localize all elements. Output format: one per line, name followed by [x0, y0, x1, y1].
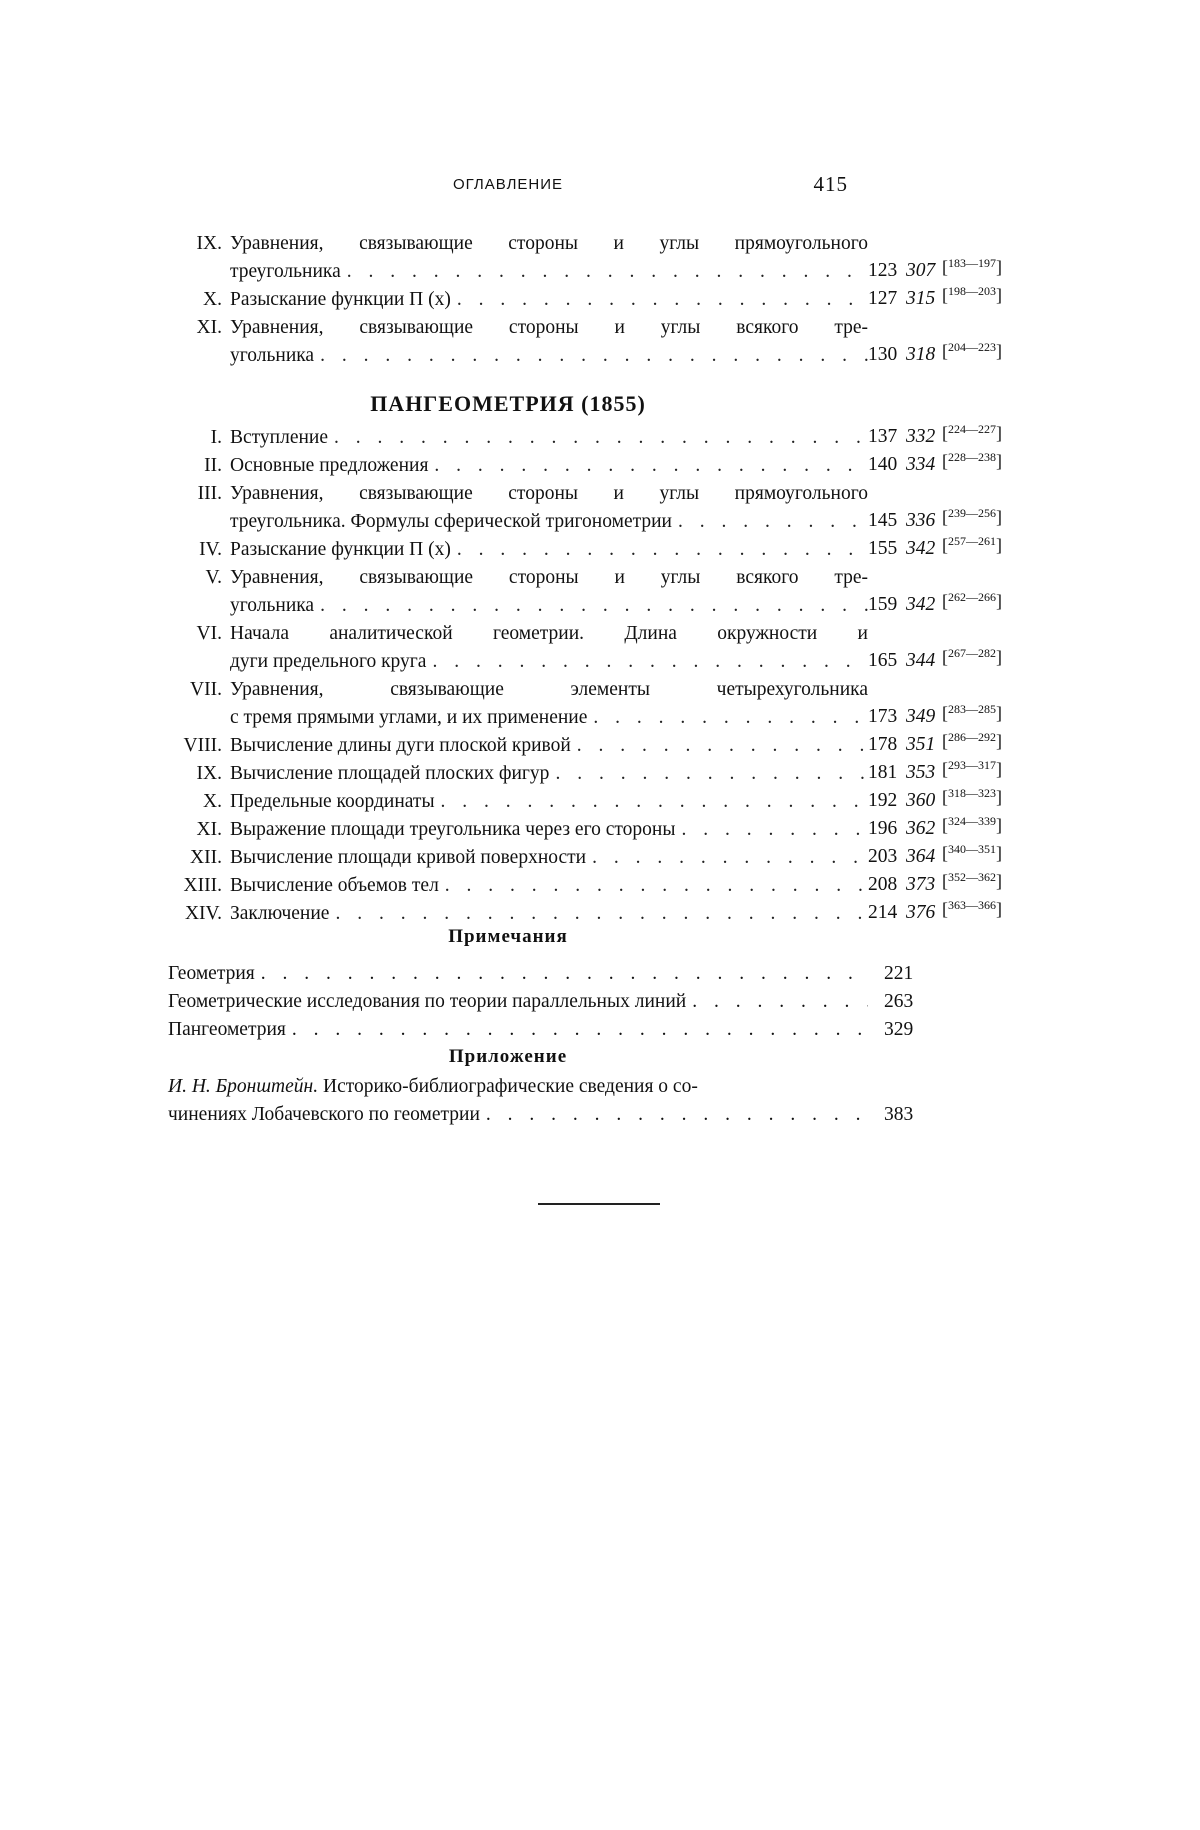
entry-number: IV. — [168, 536, 222, 564]
entry-number: V. — [168, 564, 222, 592]
page-number-main: 192 — [868, 787, 906, 815]
toc-entry — [168, 286, 1048, 314]
page-number-original: 360 — [906, 787, 942, 815]
toc-entry — [168, 480, 1048, 536]
note-title: Геометрия — [168, 960, 255, 988]
page-number-main: 178 — [868, 731, 906, 759]
toc-list-pangeometry — [168, 424, 1048, 928]
leader-dots — [439, 872, 868, 900]
section-title: ПАНГЕОМЕТРИЯ (1855) — [168, 391, 848, 417]
toc-entry — [168, 816, 1048, 844]
page-number-main: 159 — [868, 591, 906, 619]
entry-pages — [868, 422, 1048, 452]
page-number-main: 165 — [868, 647, 906, 675]
entry-number: VIII. — [168, 732, 222, 760]
note-entry — [168, 1016, 1048, 1044]
page-number-original: 364 — [906, 843, 942, 871]
page-number-original: 353 — [906, 759, 942, 787]
toc-page — [0, 0, 1200, 1830]
paragraph-range: [ 228—238 ] — [942, 450, 1002, 464]
page-number-main: 140 — [868, 451, 906, 479]
entry-title-line: Начала аналитической геометрии. Длина окружности и — [230, 623, 868, 644]
toc-entry — [168, 676, 1048, 732]
toc-entry — [168, 620, 1048, 676]
leader-dots — [480, 1101, 868, 1129]
page-number-original: 336 — [906, 507, 942, 535]
toc-entry — [168, 452, 1048, 480]
entry-title-line: Разыскание функции Π (x) — [230, 536, 451, 564]
leader-dots — [328, 424, 868, 452]
toc-entry — [168, 424, 1048, 452]
paragraph-range: [ 224—227 ] — [942, 422, 1002, 436]
appendix-page: 383 — [884, 1101, 913, 1129]
toc-entry — [168, 760, 1048, 788]
page-number-main: 203 — [868, 843, 906, 871]
page-number-main: 137 — [868, 423, 906, 451]
notes-title: Примечания — [168, 926, 848, 948]
entry-title-line: Предельные координаты — [230, 788, 435, 816]
entry-title-line: Вступление — [230, 424, 328, 452]
page-number-original: 373 — [906, 871, 942, 899]
entry-pages — [868, 284, 1048, 314]
leader-dots — [314, 342, 868, 370]
toc-entry — [168, 732, 1048, 760]
paragraph-range: [ 239—256 ] — [942, 506, 1002, 520]
paragraph-range: [ 198—203 ] — [942, 284, 1002, 298]
page-number-original: 315 — [906, 285, 942, 313]
leader-dots — [675, 816, 868, 844]
leader-dots — [587, 704, 868, 732]
page-number-original: 332 — [906, 423, 942, 451]
leader-dots — [329, 900, 868, 928]
entry-title-line: Вычисление длины дуги плоской кривой — [230, 732, 571, 760]
entry-title-line: Выражение площади треугольника через его стороны — [230, 816, 675, 844]
entry-number: VII. — [168, 676, 222, 704]
entry-title-line: Вычисление объемов тел — [230, 872, 439, 900]
entry-title-line: Разыскание функции Π (x) — [230, 286, 451, 314]
entry-pages — [868, 702, 1048, 732]
page-number-original: 376 — [906, 899, 942, 927]
entry-number: IX. — [168, 230, 222, 258]
paragraph-range: [ 183—197 ] — [942, 256, 1002, 270]
page-number: 415 — [814, 172, 849, 197]
entry-number: XII. — [168, 844, 222, 872]
page-number-original: 342 — [906, 535, 942, 563]
note-page: 329 — [884, 1016, 913, 1044]
entry-pages — [868, 870, 1048, 900]
page-title: ОГЛАВЛЕНИЕ — [168, 176, 848, 193]
appendix-author: И. Н. Бронштейн. — [168, 1076, 318, 1097]
entry-pages — [868, 758, 1048, 788]
note-entry — [168, 960, 1048, 988]
leader-dots — [435, 788, 868, 816]
leader-dots — [549, 760, 868, 788]
paragraph-range: [ 324—339 ] — [942, 814, 1002, 828]
leader-dots — [314, 592, 868, 620]
paragraph-range: [ 204—223 ] — [942, 340, 1002, 354]
note-title: Геометрические исследования по теории параллельных линий — [168, 988, 686, 1016]
page-number-original: 307 — [906, 257, 942, 285]
end-rule — [538, 1203, 660, 1205]
entry-title-line: Вычисление площадей плоских фигур — [230, 760, 549, 788]
leader-dots — [255, 960, 868, 988]
entry-number: X. — [168, 286, 222, 314]
toc-entry — [168, 872, 1048, 900]
paragraph-range: [ 318—323 ] — [942, 786, 1002, 800]
page-number-main: 123 — [868, 257, 906, 285]
page-number-main: 196 — [868, 815, 906, 843]
toc-entry — [168, 900, 1048, 928]
page-number-main: 208 — [868, 871, 906, 899]
entry-title-line: с тремя прямыми углами, и их применение — [230, 704, 587, 732]
toc-entry — [168, 314, 1048, 370]
entry-title-line: Заключение — [230, 900, 329, 928]
paragraph-range: [ 286—292 ] — [942, 730, 1002, 744]
paragraph-range: [ 340—351 ] — [942, 842, 1002, 856]
entry-pages — [868, 534, 1048, 564]
page-number-original: 362 — [906, 815, 942, 843]
page-number-original: 349 — [906, 703, 942, 731]
entry-title-line: Уравнения, связывающие стороны и углы всякого тре- — [230, 567, 868, 588]
paragraph-range: [ 283—285 ] — [942, 702, 1002, 716]
entry-title-line: дуги предельного круга — [230, 648, 426, 676]
entry-title-line: Уравнения, связывающие элементы четырехугольника — [230, 679, 868, 700]
entry-title-line: угольника — [230, 342, 314, 370]
entry-pages — [868, 646, 1048, 676]
page-number-main: 181 — [868, 759, 906, 787]
entry-number: IX. — [168, 760, 222, 788]
entry-number: VI. — [168, 620, 222, 648]
paragraph-range: [ 293—317 ] — [942, 758, 1002, 772]
entry-number: XI. — [168, 816, 222, 844]
entry-number: I. — [168, 424, 222, 452]
page-number-main: 173 — [868, 703, 906, 731]
page-number-main: 145 — [868, 507, 906, 535]
page-number-main: 127 — [868, 285, 906, 313]
leader-dots — [286, 1016, 868, 1044]
page-number-main: 130 — [868, 341, 906, 369]
entry-title-line: треугольника. Формулы сферической тригонометрии — [230, 508, 672, 536]
toc-entry — [168, 230, 1048, 286]
entry-pages — [868, 506, 1048, 536]
toc-list-previous — [168, 230, 1048, 370]
entry-title-line: треугольника — [230, 258, 341, 286]
entry-title-line: Уравнения, связывающие стороны и углы прямоугольного — [230, 483, 868, 504]
appendix-line2: чинениях Лобачевского по геометрии — [168, 1101, 480, 1129]
page-number-main: 155 — [868, 535, 906, 563]
entry-number: X. — [168, 788, 222, 816]
leader-dots — [428, 452, 868, 480]
toc-entry — [168, 788, 1048, 816]
appendix-line1: Историко-библиографические сведения о со- — [323, 1076, 698, 1097]
entry-pages — [868, 590, 1048, 620]
note-entry — [168, 988, 1048, 1016]
page-number-original: 344 — [906, 647, 942, 675]
leader-dots — [451, 286, 868, 314]
entry-title-line: Уравнения, связывающие стороны и углы прямоугольного — [230, 233, 868, 254]
note-page: 263 — [884, 988, 913, 1016]
page-number-original: 318 — [906, 341, 942, 369]
entry-title-line: угольника — [230, 592, 314, 620]
page-number-original: 342 — [906, 591, 942, 619]
leader-dots — [451, 536, 868, 564]
leader-dots — [586, 844, 868, 872]
page-number-main: 214 — [868, 899, 906, 927]
entry-number: XIII. — [168, 872, 222, 900]
leader-dots — [341, 258, 868, 286]
toc-entry — [168, 564, 1048, 620]
entry-number: II. — [168, 452, 222, 480]
entry-pages — [868, 814, 1048, 844]
note-title: Пангеометрия — [168, 1016, 286, 1044]
toc-entry — [168, 844, 1048, 872]
entry-pages — [868, 898, 1048, 928]
notes-list — [168, 960, 1048, 1044]
entry-pages — [868, 340, 1048, 370]
paragraph-range: [ 262—266 ] — [942, 590, 1002, 604]
entry-title-line: Вычисление площади кривой поверхности — [230, 844, 586, 872]
page-number-original: 351 — [906, 731, 942, 759]
appendix-entry — [168, 1073, 1048, 1129]
entry-pages — [868, 786, 1048, 816]
appendix-title: Приложение — [168, 1046, 848, 1068]
paragraph-range: [ 257—261 ] — [942, 534, 1002, 548]
entry-pages — [868, 730, 1048, 760]
entry-title-line: Основные предложения — [230, 452, 428, 480]
paragraph-range: [ 363—366 ] — [942, 898, 1002, 912]
toc-entry — [168, 536, 1048, 564]
leader-dots — [571, 732, 868, 760]
entry-number: III. — [168, 480, 222, 508]
leader-dots — [672, 508, 868, 536]
entry-number: XI. — [168, 314, 222, 342]
page-number-original: 334 — [906, 451, 942, 479]
entry-pages — [868, 842, 1048, 872]
paragraph-range: [ 267—282 ] — [942, 646, 1002, 660]
leader-dots — [686, 988, 868, 1016]
entry-pages — [868, 256, 1048, 286]
entry-title-line: Уравнения, связывающие стороны и углы всякого тре- — [230, 317, 868, 338]
entry-pages — [868, 450, 1048, 480]
paragraph-range: [ 352—362 ] — [942, 870, 1002, 884]
note-page: 221 — [884, 960, 913, 988]
entry-number: XIV. — [168, 900, 222, 928]
leader-dots — [426, 648, 868, 676]
